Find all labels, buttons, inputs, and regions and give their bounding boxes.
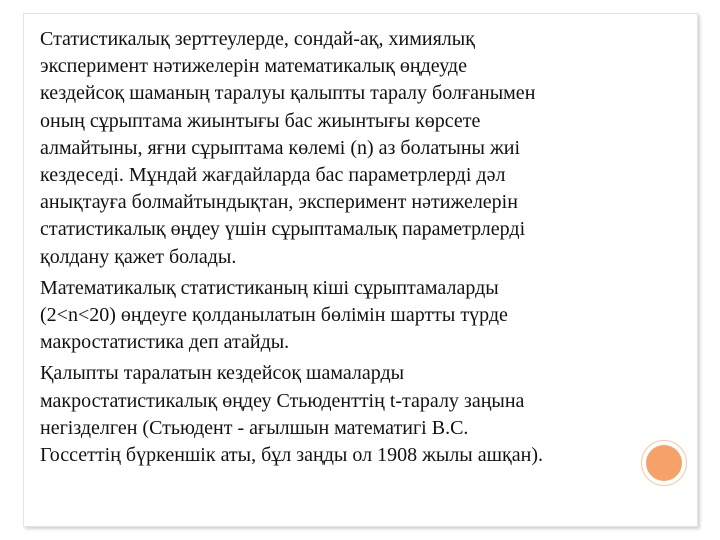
text-line: алмайтыны, яғни сұрыптама көлемі (n) аз болатыны жиі (40, 136, 521, 159)
text-line: негізделген (Стьюдент - ағылшын математигі В.С. (40, 416, 469, 439)
text-line: Госсеттің бүркеншік аты, бұл заңды ол 1908 жылы ашқан). (40, 444, 543, 467)
text-line: (2<n<20) өңдеуге қолданылатын бөлімін шартты түрде (40, 304, 508, 327)
slide-body (40, 26, 650, 473)
text-line: қолдану қажет болады. (40, 245, 237, 268)
text-line: кездейсоқ шаманың таралуы қалыпты таралу болғанымен (40, 82, 536, 105)
text-line: кездеседі. Мұндай жағдайларда бас параметрлерді дәл (40, 164, 506, 187)
text-line: Қалыпты таралатын кездейсоқ шамаларды (40, 362, 405, 385)
text-line: макростатистика деп атайды. (40, 331, 290, 354)
decorative-circle-fill (646, 445, 682, 481)
paragraph-2 (40, 275, 650, 357)
text-line: статистикалық өңдеу үшін сұрыптамалық параметрлерді (40, 218, 526, 241)
text-line: Математикалық статистиканың кіші сұрыптамаларды (40, 276, 499, 299)
text-line: эксперимент нәтижелерін математикалық өңдеуде (40, 55, 467, 78)
decorative-circle-icon (641, 440, 687, 486)
paragraph-1 (40, 26, 650, 271)
paragraph-3 (40, 360, 650, 469)
text-line: анықтауға болмайтындықтан, эксперимент нәтижелерін (40, 191, 518, 214)
text-line: Статистикалық зерттеулерде, сондай-ақ, химиялық (40, 28, 475, 50)
text-line: макростатистикалық өңдеу Стьюденттің t-таралу заңына (40, 389, 525, 412)
text-line: оның сұрыптама жиынтығы бас жиынтығы көрсете (40, 109, 481, 132)
